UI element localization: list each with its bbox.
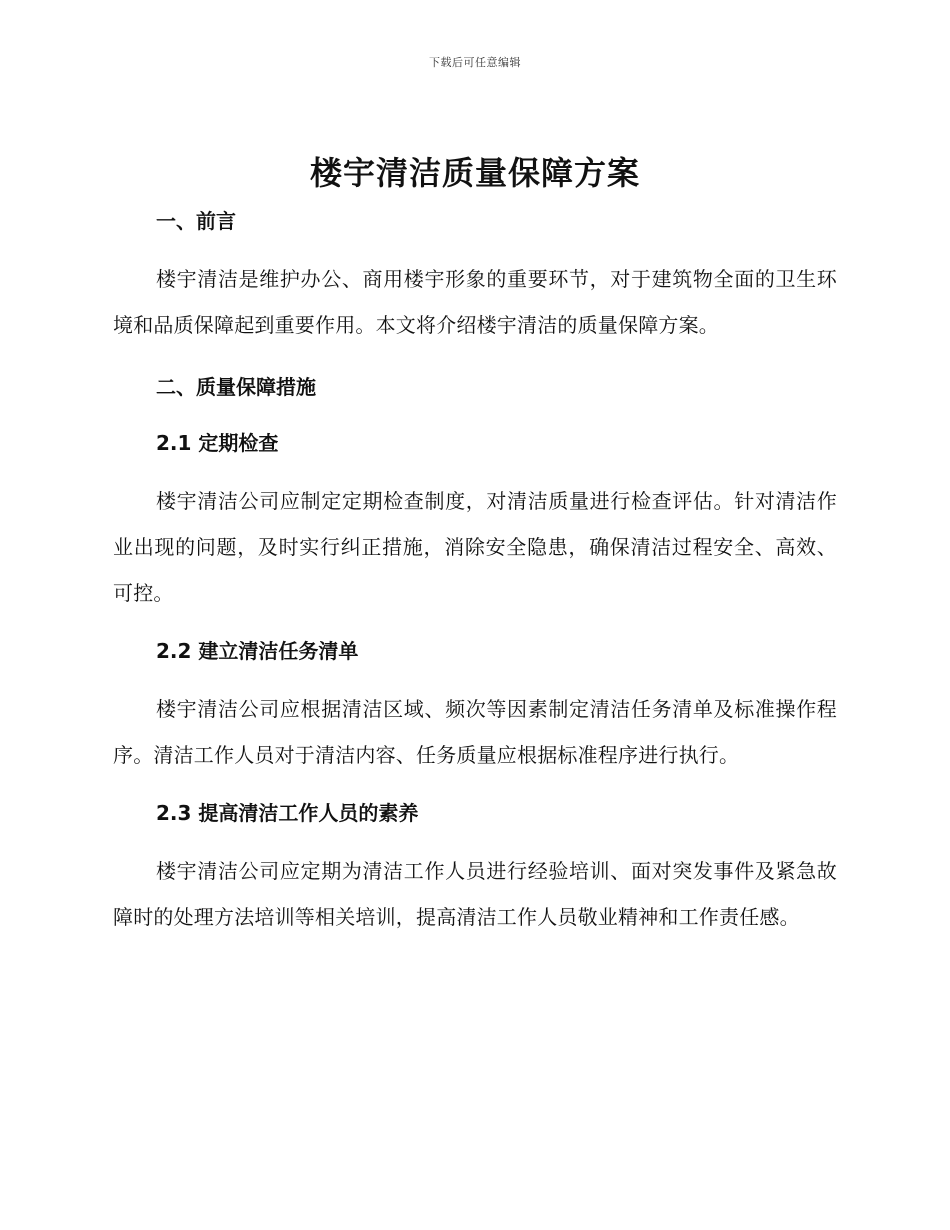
section-heading-regular-inspection: 2.1 定期检查 <box>156 431 279 455</box>
section-heading-staff-quality: 2.3 提高清洁工作人员的素养 <box>156 801 419 825</box>
section-paragraph-staff-quality: 楼宇清洁公司应定期为清洁工作人员进行经验培训、面对突发事件及紧急故障时的处理方法培训等相关培训，提高清洁工作人员敬业精神和工作责任感。 <box>113 859 837 929</box>
section-paragraph-task-list: 楼宇清洁公司应根据清洁区域、频次等因素制定清洁任务清单及标准操作程序。清洁工作人员对于清洁内容、任务质量应根据标准程序进行执行。 <box>113 697 837 767</box>
section-heading-task-list: 2.2 建立清洁任务清单 <box>156 639 359 663</box>
document-body <box>113 200 837 940</box>
section-heading-measures: 二、质量保障措施 <box>156 375 316 399</box>
section-paragraph-preface: 楼宇清洁是维护办公、商用楼宇形象的重要环节，对于建筑物全面的卫生环境和品质保障起到重要作用。本文将介绍楼宇清洁的质量保障方案。 <box>113 267 837 337</box>
header-note: 下载后可任意编辑 <box>429 56 521 69</box>
section-heading-preface: 一、前言 <box>156 209 236 233</box>
section-paragraph-regular-inspection: 楼宇清洁公司应制定定期检查制度，对清洁质量进行检查评估。针对清洁作业出现的问题，及时实行纠正措施，消除安全隐患，确保清洁过程安全、高效、可控。 <box>113 489 837 605</box>
document-title: 楼宇清洁质量保障方案 <box>309 154 640 192</box>
